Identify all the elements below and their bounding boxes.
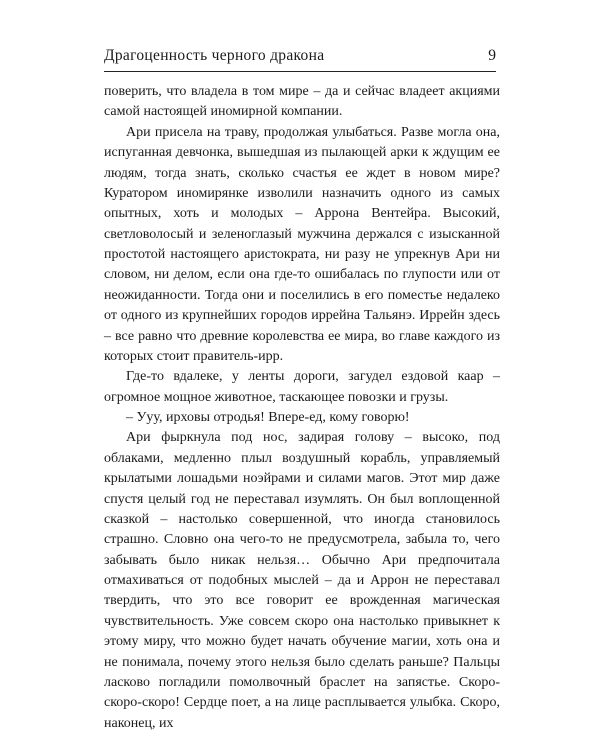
running-title: Драгоценность черного дракона xyxy=(104,47,325,64)
paragraph: Где-то вдалеке, у ленты дороги, загудел ездовой каар – огромное мощное животное, таскающее повозки и грузы. xyxy=(104,369,500,405)
page-number: 9 xyxy=(488,47,496,64)
paragraph: Ари фыркнула под нос, задирая голову – высоко, под облаками, медленно плыл воздушный корабль, управляемый крылатыми лошадьми ноэйрами и силами магов. Этот мир даже спустя целый год не переставал изумлять. Он был воплощенной сказкой – настолько совершенной, что иногда становилось страшно. Словно она чего-то не предусмотрела, забыла то, чего забывать было никак нельзя… Обычно Ари предпочитала отмахиваться от подобных мыслей – да и Аррон не переставал твердить, что это все говорит ее врожденная магическая чувствительность. Уже совсем скоро она настолько привыкнет к этому миру, что можно будет начать обучение магии, хоть она и не понимала, почему этого нельзя было сделать раньше? Пальцы ласково погладили помолвочный браслет на запястье. Скоро-скоро-скоро! Сердце поет, а на лице расплывается улыбка. Скоро, наконец, их xyxy=(104,430,500,731)
dialogue-line: – Ууу, ирховы отродья! Впере-ед, кому говорю! xyxy=(126,410,410,425)
running-head xyxy=(104,46,496,72)
paragraph: Ари присела на траву, продолжая улыбаться. Разве могла она, испуганная девчонка, вышедшая из пылающей арки к ждущим ее людям, тогда знать, сколько счастья ее ждет в новом мире? Куратором иномирянке изволили назначить одного из самых опытных, хоть и молодых – Аррона Вентейра. Высокий, светловолосый и зеленоглазый мужчина держался с изысканной простотой настоящего аристократа, ни разу не упрекнув Ари ни словом, ни делом, если она где-то ошибалась по глупости или от неожиданности. Тогда они и поселились в его поместье недалеко от одного из крупнейших городов иррейна Тальянэ. Иррейн здесь – все равно что древние королевства ее мира, во главе каждого из которых стоит правитель-ирр. xyxy=(104,124,500,364)
body-text xyxy=(104,82,500,734)
paragraph-continuation: поверить, что владела в том мире – да и сейчас владеет акциями самой настоящей иномирной компании. xyxy=(104,84,500,120)
